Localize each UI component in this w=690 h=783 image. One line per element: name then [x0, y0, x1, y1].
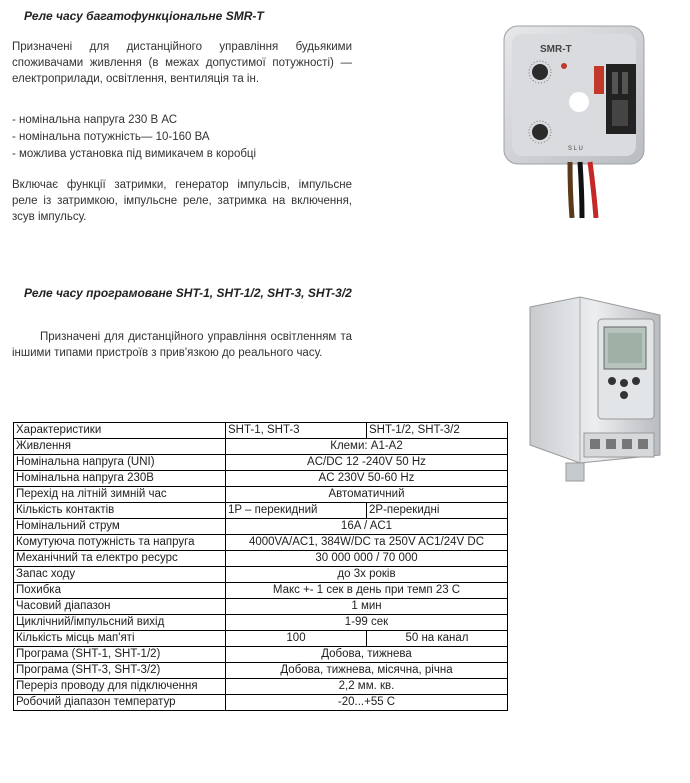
- table-row: [14, 439, 508, 455]
- table-cell: Номінальна напруга (UNI): [14, 455, 226, 471]
- table-row: [14, 503, 508, 519]
- table-cell: Похибка: [14, 583, 226, 599]
- table-cell: AC 230V 50-60 Hz: [226, 471, 508, 487]
- table-row: [14, 455, 508, 471]
- section2-title: Реле часу програмоване SHT-1, SHT-1/2, SHT-3, SHT-3/2: [24, 286, 352, 300]
- table-cell: Номінальна напруга 230В: [14, 471, 226, 487]
- table-row: [14, 583, 508, 599]
- table-cell: Живлення: [14, 439, 226, 455]
- section1-title: Реле часу багатофункціональне SMR-T: [24, 9, 264, 23]
- table-row: [14, 631, 508, 647]
- table-cell: Запас ходу: [14, 567, 226, 583]
- list-item: - номінальна напруга 230 В АС: [12, 114, 178, 126]
- table-cell: Клеми: А1-А2: [226, 439, 508, 455]
- table-row: [14, 679, 508, 695]
- table-cell: 4000VA/AC1, 384W/DC та 250V AC1/24V DC: [226, 535, 508, 551]
- table-cell: Комутуюча потужність та напруга: [14, 535, 226, 551]
- table-cell: 1-99 сек: [226, 615, 508, 631]
- table-cell: 50 на канал: [367, 631, 508, 647]
- table-cell: Циклічний/імпульсний вихід: [14, 615, 226, 631]
- table-row: [14, 487, 508, 503]
- table-cell: SHT-1, SHT-3: [226, 423, 367, 439]
- table-cell: Програма (SHT-3, SHT-3/2): [14, 663, 226, 679]
- table-cell: 30 000 000 / 70 000: [226, 551, 508, 567]
- table-row: [14, 551, 508, 567]
- table-cell: 1P – перекидний: [226, 503, 367, 519]
- table-cell: Програма (SHT-1, SHT-1/2): [14, 647, 226, 663]
- table-cell: 16A / AC1: [226, 519, 508, 535]
- table-cell: 2P-перекидні: [367, 503, 508, 519]
- table-row: [14, 423, 508, 439]
- section2-intro: Призначені для дистанційного управління освітленням та іншими типами пристроїв з прив'язкою до реального часу.: [12, 331, 352, 359]
- table-cell: Макс +- 1 сек в день при темп 23 С: [226, 583, 508, 599]
- specs-table: [13, 422, 508, 711]
- table-cell: Переріз проводу для підключення: [14, 679, 226, 695]
- table-cell: Автоматичний: [226, 487, 508, 503]
- table-row: [14, 615, 508, 631]
- table-row: [14, 647, 508, 663]
- table-row: [14, 695, 508, 711]
- table-cell: -20...+55 С: [226, 695, 508, 711]
- table-cell: 1 мин: [226, 599, 508, 615]
- table-cell: Номінальний струм: [14, 519, 226, 535]
- table-cell: Часовий діапазон: [14, 599, 226, 615]
- device-label: SMR-T: [540, 44, 572, 55]
- table-cell: Механічний та електро ресурс: [14, 551, 226, 567]
- table-row: [14, 519, 508, 535]
- table-cell: Добова, тижнева, місячна, річна: [226, 663, 508, 679]
- section1-intro: Призначені для дистанційного управління будьякими споживачами живлення (в межах допустимої потужності) — електроприлади, освітлення, вентиляція та ін.: [12, 41, 352, 85]
- table-cell: Добова, тижнева: [226, 647, 508, 663]
- table-cell: SHT-1/2, SHT-3/2: [367, 423, 508, 439]
- table-row: [14, 535, 508, 551]
- table-cell: 2,2 мм. кв.: [226, 679, 508, 695]
- table-cell: Кількість місць мап'яті: [14, 631, 226, 647]
- list-item: - можлива установка під вимикачем в коробці: [12, 148, 257, 160]
- table-cell: Характеристики: [14, 423, 226, 439]
- list-item: - номінальна потужність— 10-160 ВА: [12, 131, 210, 143]
- smr-t-device-image: [500, 22, 650, 218]
- table-cell: AC/DC 12 -240V 50 Hz: [226, 455, 508, 471]
- sht-device-image: [520, 295, 670, 485]
- table-cell: Кількість контактів: [14, 503, 226, 519]
- table-row: [14, 567, 508, 583]
- table-cell: 100: [226, 631, 367, 647]
- table-cell: Перехід на літній зимній час: [14, 487, 226, 503]
- device-terminals: S L U: [568, 146, 583, 152]
- table-cell: до 3х років: [226, 567, 508, 583]
- table-row: [14, 599, 508, 615]
- table-row: [14, 471, 508, 487]
- table-row: [14, 663, 508, 679]
- section1-bullets: [12, 112, 352, 163]
- table-cell: Робочий діапазон температур: [14, 695, 226, 711]
- section1-functions: Включає функції затримки, генератор імпульсів, імпульсне реле із затримкою, імпульсне реле, затримка на включення, зсув імпульсу.: [12, 179, 352, 223]
